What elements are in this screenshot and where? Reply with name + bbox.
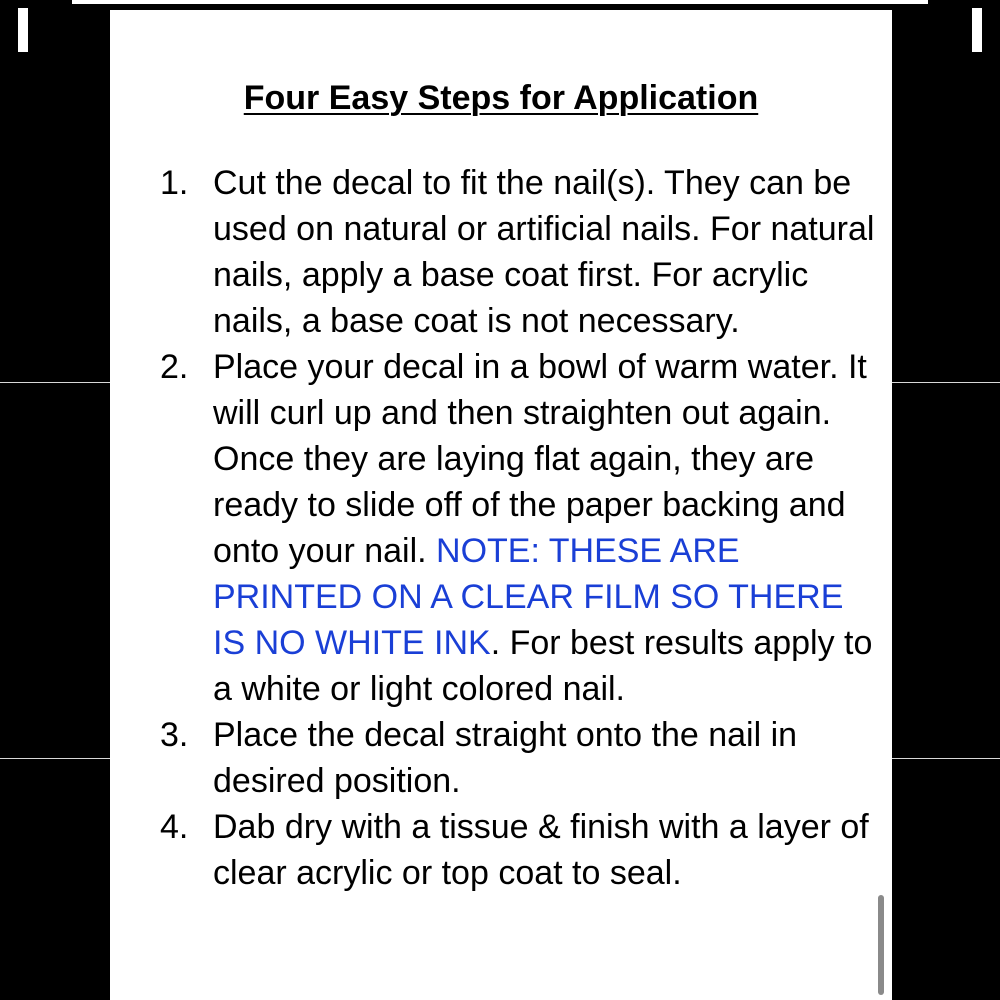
- step-text: Place the decal straight onto the nail in desired position.: [213, 716, 798, 800]
- left-divider-upper: [0, 382, 110, 383]
- page-title: Four Easy Steps for Application: [243, 79, 759, 117]
- step-text: Dab dry with a tissue & finish with a layer of clear acrylic or top coat to seal.: [213, 808, 869, 892]
- list-item-step-4: [110, 804, 880, 896]
- right-bezel-edge: [972, 8, 982, 52]
- step-number: 2.: [160, 348, 189, 386]
- list-item-step-2: [110, 344, 880, 712]
- step-number: 4.: [160, 808, 189, 846]
- left-bezel-edge: [18, 8, 28, 52]
- list-item-step-3: [110, 712, 880, 804]
- document-page[interactable]: [110, 10, 892, 1000]
- steps-list: [110, 160, 880, 896]
- step-number: 3.: [160, 716, 189, 754]
- step-text: Place your decal in a bowl of warm water. It will curl up and then straighten out again. Once they are laying flat again, they are ready to slide off of the paper backing and onto your nail.: [213, 348, 867, 570]
- vertical-scrollbar[interactable]: [878, 895, 884, 995]
- right-divider-upper: [892, 382, 1000, 383]
- step-text: Cut the decal to fit the nail(s). They can be used on natural or artificial nails. For natural nails, apply a base coat first. For acrylic nails, a base coat is not necessary.: [213, 164, 875, 340]
- step-number: 1.: [160, 164, 189, 202]
- left-divider-lower: [0, 758, 110, 759]
- note-text: NOTE: THESE ARE PRINTED ON A CLEAR FILM SO THERE IS NO WHITE INK: [213, 532, 844, 662]
- right-divider-lower: [892, 758, 1000, 759]
- step-text-continued: . For best results apply to a white or light colored nail.: [213, 624, 873, 708]
- list-item-step-1: [110, 160, 880, 344]
